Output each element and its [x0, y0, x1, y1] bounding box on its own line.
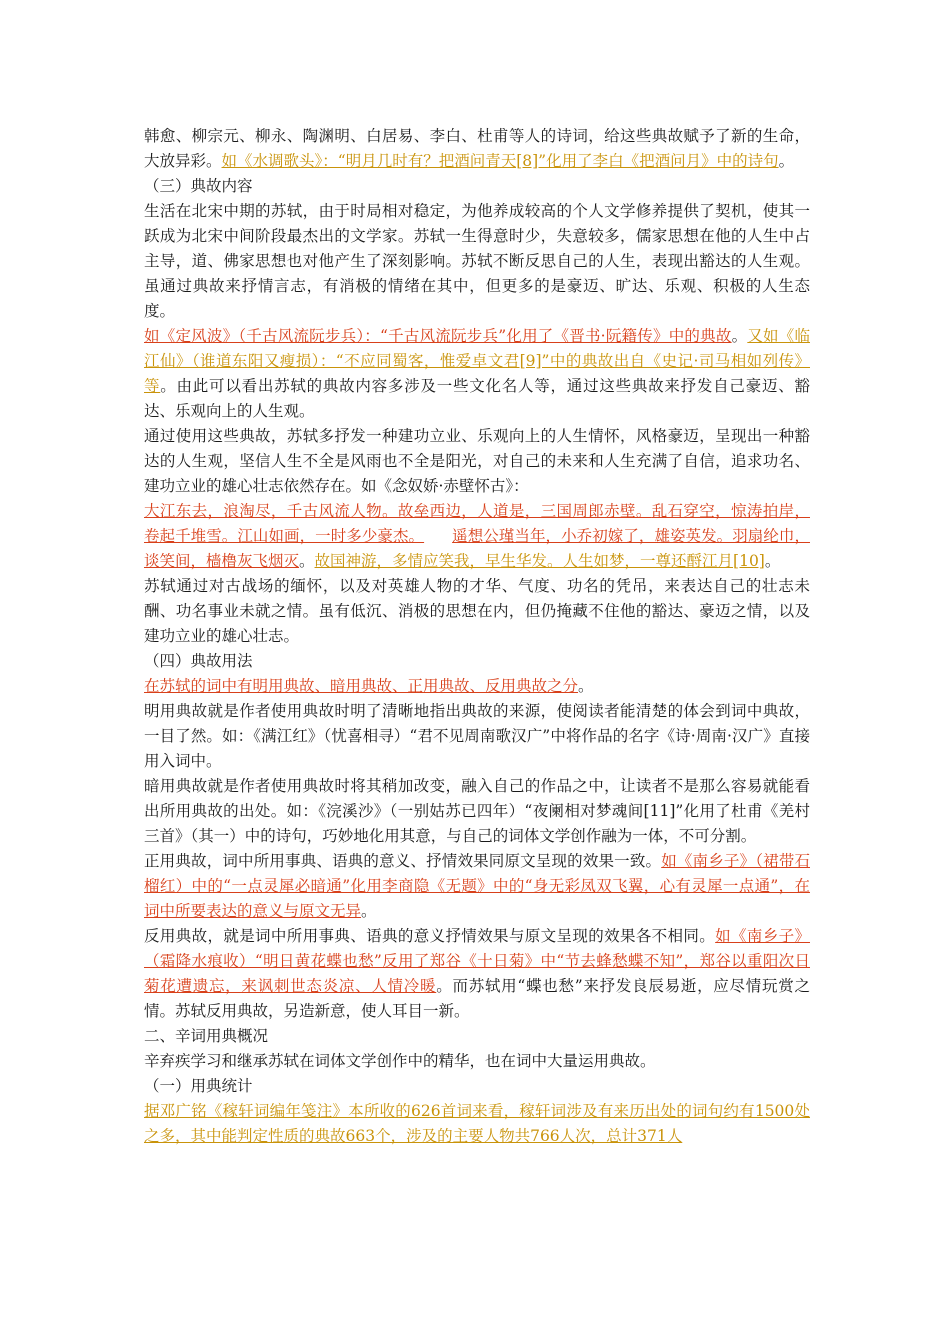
body-text: 。: [764, 552, 781, 570]
section-heading: [144, 1024, 810, 1049]
body-text: （三）典故内容: [144, 177, 253, 195]
highlight-yellow-text: 故国神游，多情应笑我，早生华发。人生如梦，一尊还酹江月[10]: [314, 552, 765, 570]
highlight-red-text: 大江东去，浪淘尽，千古风流人物。故垒西边，人道是，三国周郎赤壁。: [144, 502, 652, 520]
paragraph: [144, 699, 810, 774]
highlight-red-text: 如《定风波》（千古风流阮步兵）：“千古风流阮步兵”化用了《晋书·阮籍传》中的典故: [144, 327, 732, 345]
paragraph: [144, 424, 810, 499]
section-heading: [144, 174, 810, 199]
body-text: 暗用典故就是作者使用典故时将其稍加改变，融入自己的作品之中，让读者不是那么容易就能看出所用典故的出处。如：《浣溪沙》（一别姑苏已四年）“夜阑相对梦魂间[11]”化用了杜甫《羌村三首》（其一）中的诗句，巧妙地化用其意，与自己的词体文学创作融为一体，不可分割。: [144, 777, 810, 845]
document-page: [144, 124, 810, 1149]
paragraph: [144, 499, 810, 574]
body-text: 苏轼通过对古战场的缅怀，以及对英雄人物的才华、气度、功名的凭吊，来表达自己的壮志未酬、功名事业未就之情。虽有低沉、消极的思想在内，但仍掩藏不住他的豁达、豪迈之情，以及建功立业的雄心壮志。: [144, 577, 810, 645]
body-text: 二、辛词用典概况: [144, 1027, 269, 1045]
paragraph: [144, 924, 810, 1024]
body-text: 韩愈、柳宗元、柳永、陶渊明、白居易、李白、杜甫等人的诗词，给这些典故赋予了新的生命，大放异彩。: [144, 127, 810, 170]
paragraph: [144, 674, 810, 699]
highlight-red-text: 如《南乡子》（霜降水痕收）“明日黄花蝶也愁”反用了郑谷《十日菊》中“节去蜂愁蝶不知”，郑谷以重阳次日菊花遭遗忘，来讽刺世态炎凉、人情冷暖: [144, 927, 810, 995]
body-text: 通过使用这些典故，苏轼多抒发一种建功立业、乐观向上的人生情怀，风格豪迈，呈现出一种豁达的人生观，坚信人生不全是风雨也不全是阳光，对自己的未来和人生充满了自信，追求功名、建功立业的雄心壮志依然存在。如《念奴娇·赤壁怀古》：: [144, 427, 810, 495]
highlight-yellow-text: 又如《临江仙》（谁道东阳又瘦损）：“不应同蜀客，惟爱卓文君[9]”中的典故出自《史记·司马相如列传》等: [144, 327, 810, 395]
paragraph: [144, 574, 810, 649]
body-text: 正用典故，词中所用事典、语典的意义、抒情效果同原文呈现的效果一致。: [144, 852, 662, 870]
highlight-red-text: 在苏轼的词中有明用典故、暗用典故、正用典故、反用典故之分: [144, 677, 579, 695]
body-text: （一）用典统计: [144, 1077, 253, 1095]
highlight-red-text: 遥想公瑾当年，小乔初嫁了，雄姿英发。羽扇纶巾，谈笑间，樯橹灰飞烟灭: [144, 527, 810, 570]
body-text: 。: [361, 902, 377, 920]
paragraph: [144, 124, 810, 174]
paragraph: [144, 199, 810, 324]
body-text: 。: [778, 152, 795, 170]
body-text: 。由此可以看出苏轼的典故内容多涉及一些文化名人等，通过这些典故来抒发自己豪迈、豁达、乐观向上的人生观。: [144, 377, 810, 420]
paragraph: [144, 774, 810, 849]
body-text: 。: [578, 677, 594, 695]
body-text: 生活在北宋中期的苏轼，由于时局相对稳定，为他养成较高的个人文学修养提供了契机，使其一跃成为北宋中间阶段最杰出的文学家。苏轼一生得意时少，失意较多，儒家思想在他的人生中占主导，道、佛家思想也对他产生了深刻影响。苏轼不断反思自己的人生，表现出豁达的人生观。虽通过典故来抒情言志，有消极的情绪在其中，但更多的是豪迈、旷达、乐观、积极的人生态度。: [144, 202, 810, 320]
body-text: 辛弃疾学习和继承苏轼在词体文学创作中的精华，也在词中大量运用典故。: [144, 1052, 656, 1070]
highlight-yellow-text: 如《水调歌头》：“明月几时有？把酒问青天[8]”化用了李白《把酒问月》中的诗句: [221, 152, 779, 170]
paragraph: [144, 1099, 810, 1149]
body-text: 反用典故，就是词中所用事典、语典的意义抒情效果与原文呈现的效果各不相同。: [144, 927, 716, 945]
section-heading: [144, 1074, 810, 1099]
paragraph: [144, 324, 810, 424]
body-text: 明用典故就是作者使用典故时明了清晰地指出典故的来源，使阅读者能清楚的体会到词中典故，一目了然。如：《满江红》（忧喜相寻）“君不见周南歌汉广”中将作品的名字《诗·周南·汉广》直接用入词中。: [144, 702, 810, 770]
body-text: （四）典故用法: [144, 652, 253, 670]
body-text: 。: [299, 552, 315, 570]
highlight-red-text: 乱石穿空，惊涛拍岸，卷起千堆雪。江山如画，一时多少豪杰。: [144, 502, 810, 545]
highlight-yellow-text: 据邓广铭《稼轩词编年笺注》本所收的626首词来看，稼轩词涉及有来历出处的词句约有1500处之多，其中能判定性质的典故663个，涉及的主要人物共766人次，总计371人: [144, 1102, 810, 1145]
highlight-red-text: 如《南乡子》（裙带石榴红）中的“一点灵犀必暗通”化用李商隐《无题》中的“身无彩凤双飞翼，心有灵犀一点通”，在词中所要表达的意义与原文无异: [144, 852, 810, 920]
body-text: 。: [731, 327, 748, 345]
paragraph: [144, 849, 810, 924]
body-text: 。而苏轼用“蝶也愁”来抒发良辰易逝，应尽情玩赏之情。苏轼反用典故，另造新意，使人耳目一新。: [144, 977, 810, 1020]
paragraph: [144, 1049, 810, 1074]
section-heading: [144, 649, 810, 674]
